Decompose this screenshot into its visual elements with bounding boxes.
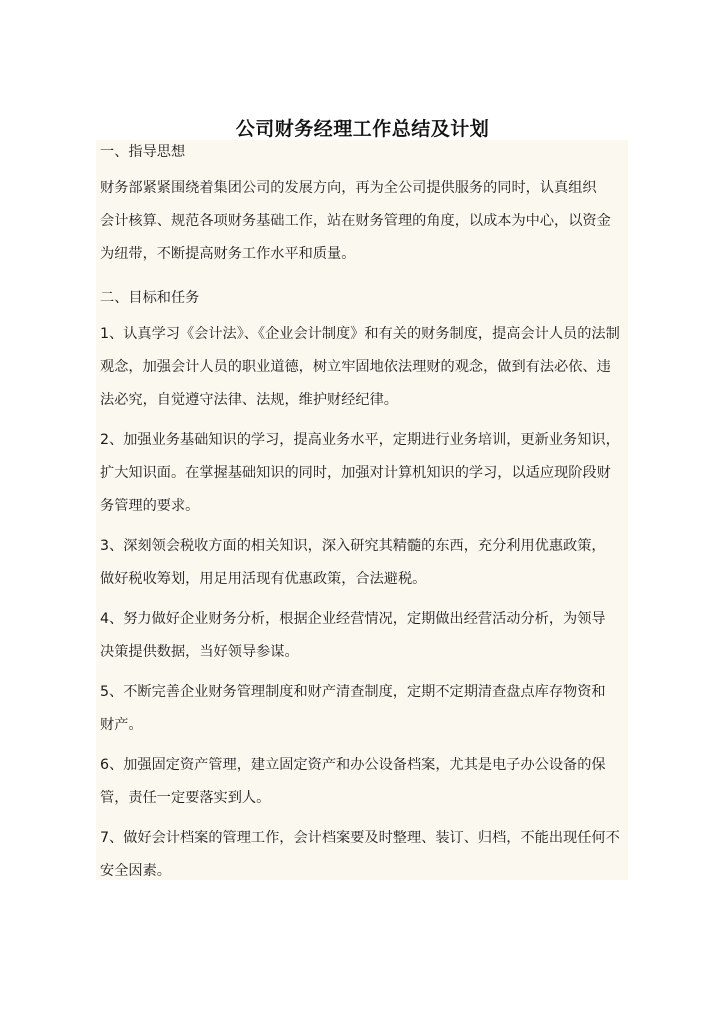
paragraph-line: 财产。 — [100, 717, 143, 733]
paragraph-line: 扩大知识面。在掌握基础知识的同时，加强对计算机知识的学习，以适应现阶段财 — [100, 465, 611, 481]
paragraph-line: 观念，加强会计人员的职业道德，树立牢固地依法理财的观念，做到有法必依、违 — [100, 359, 611, 375]
list-item-1 — [100, 318, 628, 417]
paragraph-line: 5、不断完善企业财务管理制度和财产清查制度，定期不定期清查盘点库存物资和 — [100, 684, 606, 700]
paragraph-line: 1、认真学习《会计法》、《企业会计制度》和有关的财务制度，提高会计人员的法制 — [100, 326, 620, 342]
list-item-7 — [100, 822, 628, 888]
paragraph-guiding-ideology — [100, 172, 628, 271]
paragraph-line: 决策提供数据，当好领导参谋。 — [100, 644, 299, 660]
paragraph-line: 会计核算、规范各项财务基础工作，站在财务管理的角度，以成本为中心，以资金 — [100, 213, 611, 229]
list-item-3 — [100, 530, 628, 596]
list-item-5 — [100, 676, 628, 742]
paragraph-line: 3、深刻领会税收方面的相关知识，深入研究其精髓的东西，充分利用优惠政策， — [100, 538, 606, 554]
paragraph-line: 务管理的要求。 — [100, 498, 200, 514]
list-item-6 — [100, 749, 628, 815]
paragraph-line: 4、努力做好企业财务分析，根据企业经营情况，定期做出经营活动分析，为领导 — [100, 611, 606, 627]
list-item-2 — [100, 424, 628, 523]
paragraph-line: 法必究，自觉遵守法律、法规，维护财经纪律。 — [100, 392, 398, 408]
section-heading-goals-tasks: 二、目标和任务 — [100, 290, 200, 306]
paragraph-line: 为纽带，不断提高财务工作水平和质量。 — [100, 246, 356, 262]
paragraph-line: 6、加强固定资产管理，建立固定资产和办公设备档案，尤其是电子办公设备的保 — [100, 757, 606, 773]
paragraph-line: 7、做好会计档案的管理工作，会计档案要及时整理、装订、归档，不能出现任何不 — [100, 830, 620, 846]
paragraph-line: 2、加强业务基础知识的学习，提高业务水平，定期进行业务培训，更新业务知识， — [100, 432, 620, 448]
section-heading-guiding-ideology: 一、指导思想 — [100, 144, 186, 160]
paragraph-line: 管，责任一定要落实到人。 — [100, 790, 271, 806]
document-title: 公司财务经理工作总结及计划 — [235, 118, 490, 140]
paragraph-line: 做好税收筹划，用足用活现有优惠政策，合法避税。 — [100, 571, 427, 587]
list-item-4 — [100, 603, 628, 669]
paragraph-line: 财务部紧紧围绕着集团公司的发展方向，再为全公司提供服务的同时，认真组织 — [100, 180, 597, 196]
paragraph-line: 安全因素。 — [100, 863, 171, 879]
